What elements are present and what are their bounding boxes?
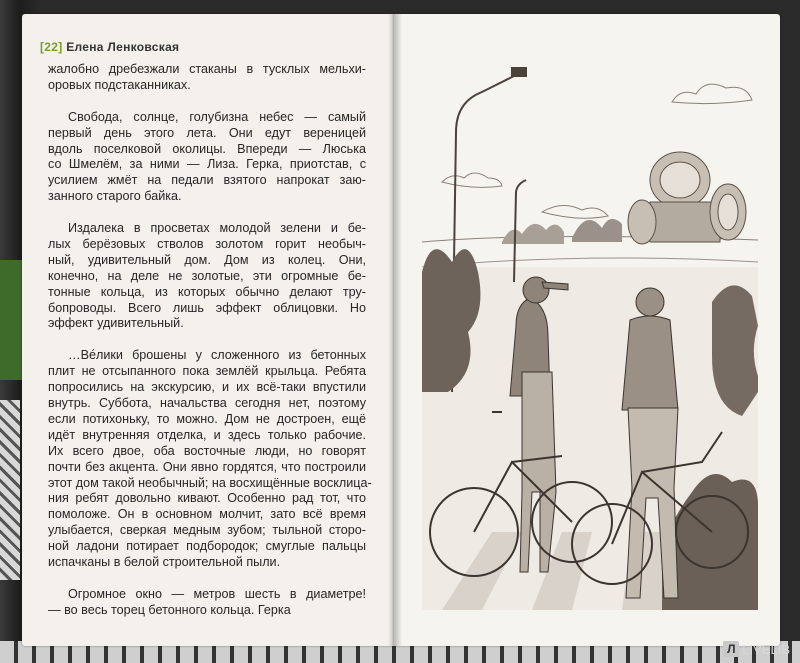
text-line: жалобно дребезжали стаканы в тусклых мельхи- (48, 62, 366, 76)
text-line: — во весь торец бетонного кольца. Герка (48, 602, 291, 617)
paragraph (48, 587, 366, 619)
text-line: ния ребят довольно кивают. Особенно рад тот, что (48, 491, 366, 506)
watermark-badge: Л (723, 641, 739, 657)
paragraph-gap (48, 571, 366, 587)
text-line: оровых подстаканниках. (48, 77, 191, 92)
running-head (40, 40, 179, 54)
text-line: эффект удивительный. (48, 316, 184, 331)
paragraph (48, 348, 372, 571)
illustration (422, 62, 758, 610)
text-line: помоложе. Он в основном молчит, зато всё время (48, 507, 366, 522)
paragraph-gap (48, 332, 366, 348)
text-line: усилием жмёт на педали взятого напрокат заю- (48, 173, 366, 188)
livelib-watermark (723, 641, 790, 657)
text-line: почти без акцента. Они явно гордятся, что построили (48, 459, 366, 474)
text-line: попросились на экскурсию, и их всё-таки впустили (48, 380, 366, 395)
background-green-strip (0, 260, 24, 380)
paragraph (48, 221, 366, 332)
background-pattern-strip (0, 400, 20, 580)
text-line: со Шмелём, за ними — Лиза. Герка, приотстав, с (48, 157, 366, 172)
text-line: Огромное окно — метров шесть в диаметре! (68, 586, 366, 601)
text-line: бопроводы. Всего лишь эффект облицовки. Но (48, 300, 366, 315)
book-gutter (388, 14, 402, 646)
text-line: вдоль поселковой околицы. Впереди — Люська (48, 141, 366, 156)
text-line: занного старого байка. (48, 189, 182, 204)
paragraph (48, 110, 366, 205)
text-line: ный, удивительный дом. Дом из колец. Они, (48, 252, 366, 267)
paragraph-gap (48, 205, 366, 221)
text-line: внутрь. Суббота, начальства сегодня нет, поэтому (48, 395, 366, 410)
text-line: Свобода, солнце, голубизна небес — самый (68, 109, 366, 124)
text-line: …Ве́лики брошены у сложенного из бетонных (68, 348, 366, 363)
text-line: конечно, на деле не золотые, эти огромные бе- (48, 268, 366, 283)
paragraph (48, 62, 366, 94)
page-number: [22] (40, 40, 63, 54)
ring-house (628, 152, 746, 244)
cloud-icon (442, 84, 752, 218)
text-line: ной ладони потирает подбородок; смуглые пальцы (48, 539, 366, 554)
text-line: улыбается, сверкая медным зубом; тыльной сторо- (48, 523, 366, 538)
text-line: первый день этого лета. Они едут вереницей (48, 125, 366, 140)
text-line: этот дом такой необычный; на восхищённые восклица- (48, 475, 372, 490)
text-line: Их всего двое, оба восточные люди, но говорят (48, 443, 366, 458)
author-name: Елена Ленковская (66, 40, 180, 54)
text-line: если потихоньку, то можно. Дом не достроен, ещё (48, 411, 366, 426)
paragraph-gap (48, 94, 366, 110)
text-line: испачканы в белой строительной пыли. (48, 555, 281, 570)
text-line: плит не отсыпанного пока землёй крыльца. Ребята (48, 364, 366, 379)
text-line: лых берёзовых стволов золотом горит необыч- (48, 236, 366, 251)
watermark-text: LIVELIB (742, 641, 790, 657)
text-line: тонные кольца, из которых обычно делают тру- (48, 284, 366, 299)
body-text (48, 62, 372, 619)
text-line: Издалека в просветах молодой зелени и бе- (68, 221, 366, 236)
text-line: идёт внутренняя отделка, и здесь только рабочие. (48, 427, 366, 442)
